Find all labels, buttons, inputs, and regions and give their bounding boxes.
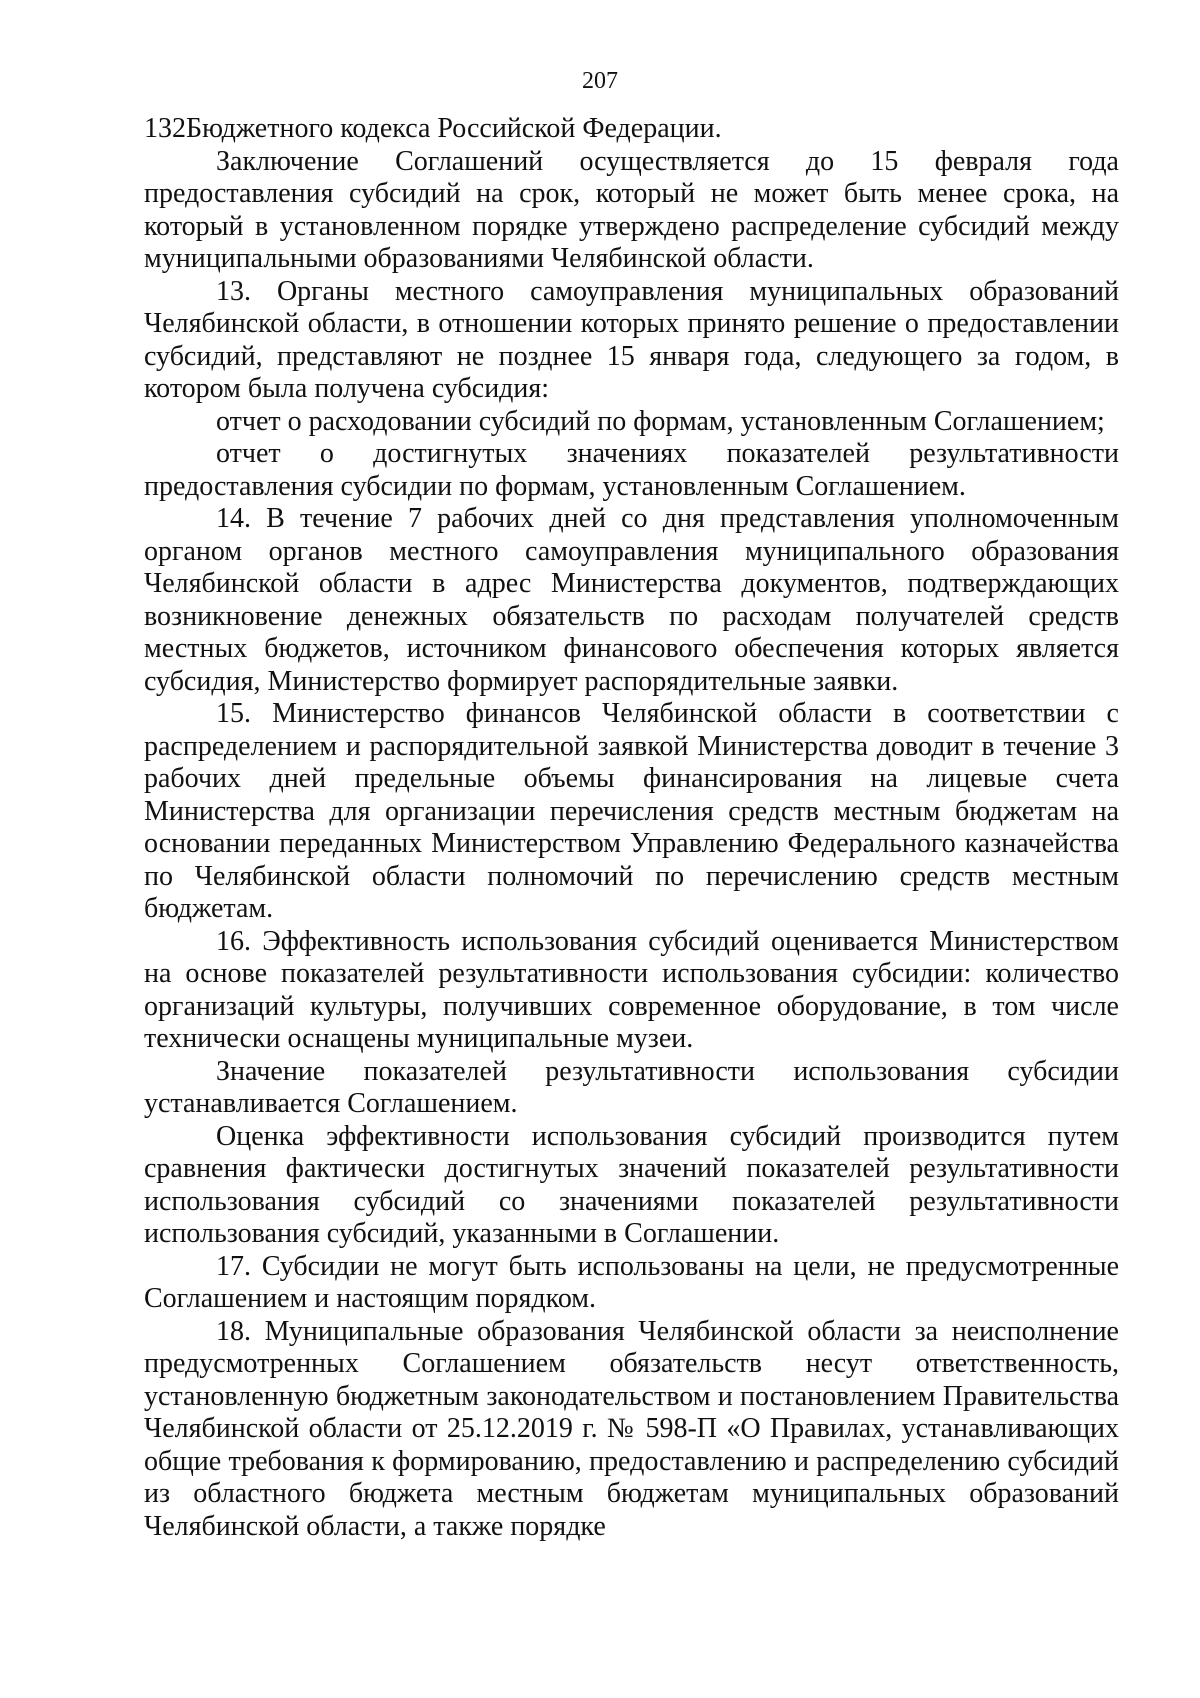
paragraph: 18. Муниципальные образования Челябинской области за неисполнение предусмотренных Соглашением обязательств несут ответственность, установленную бюджетным законодательством и постановлением Правительства Челябинской области от 25.12.2019 г. № 598-П «О Правилах, устанавливающих общие требования к формированию, предоставлению и распределению субсидий из областного бюджета местным бюджетам муниципальных образований Челябинской области, а также порядке xyxy=(144,1315,1119,1542)
paragraph: Оценка эффективности использования субсидий производится путем сравнения фактически достигнутых значений показателей результативности использования субсидий со значениями показателей результативности использования субсидий, указанными в Соглашении. xyxy=(144,1120,1119,1249)
page-number: 207 xyxy=(582,68,618,94)
paragraph: 16. Эффективность использования субсидий оценивается Министерством на основе показателей результативности использования субсидии: количество организаций культуры, получивших современное оборудование, в том числе технически оснащены муниципальные музеи. xyxy=(144,925,1119,1054)
paragraph: отчет о достигнутых значениях показателей результативности предоставления субсидии по формам, установленным Соглашением. xyxy=(144,438,1119,502)
paragraph: 17. Субсидии не могут быть использованы на цели, не предусмотренные Соглашением и настоящим порядком. xyxy=(144,1250,1119,1314)
paragraph: Значение показателей результативности использования субсидии устанавливается Соглашением. xyxy=(144,1055,1119,1119)
paragraph: отчет о расходовании субсидий по формам, установленным Соглашением; xyxy=(216,405,1105,437)
document-body xyxy=(144,113,1119,1543)
paragraph: 132Бюджетного кодекса Российской Федерации. xyxy=(144,113,722,144)
paragraph: 14. В течение 7 рабочих дней со дня представления уполномоченным органом органов местного самоуправления муниципального образования Челябинской области в адрес Министерства документов, подтверждающих возникновение денежных обязательств по расходам получателей средств местных бюджетов, источником финансового обеспечения которых является субсидия, Министерство формирует распорядительные заявки. xyxy=(144,503,1119,697)
paragraph: Заключение Соглашений осуществляется до 15 февраля года предоставления субсидий на срок, который не может быть менее срока, на который в установленном порядке утверждено распределение субсидий между муниципальными образованиями Челябинской области. xyxy=(144,145,1119,274)
paragraph: 13. Органы местного самоуправления муниципальных образований Челябинской области, в отношении которых принято решение о предоставлении субсидий, представляют не позднее 15 января года, следующего за годом, в котором была получена субсидия: xyxy=(144,275,1119,404)
paragraph: 15. Министерство финансов Челябинской области в соответствии с распределением и распорядительной заявкой Министерства доводит в течение 3 рабочих дней предельные объемы финансирования на лицевые счета Министерства для организации перечисления средств местным бюджетам на основании переданных Министерством Управлению Федерального казначейства по Челябинской области полномочий по перечислению средств местным бюджетам. xyxy=(144,698,1119,924)
